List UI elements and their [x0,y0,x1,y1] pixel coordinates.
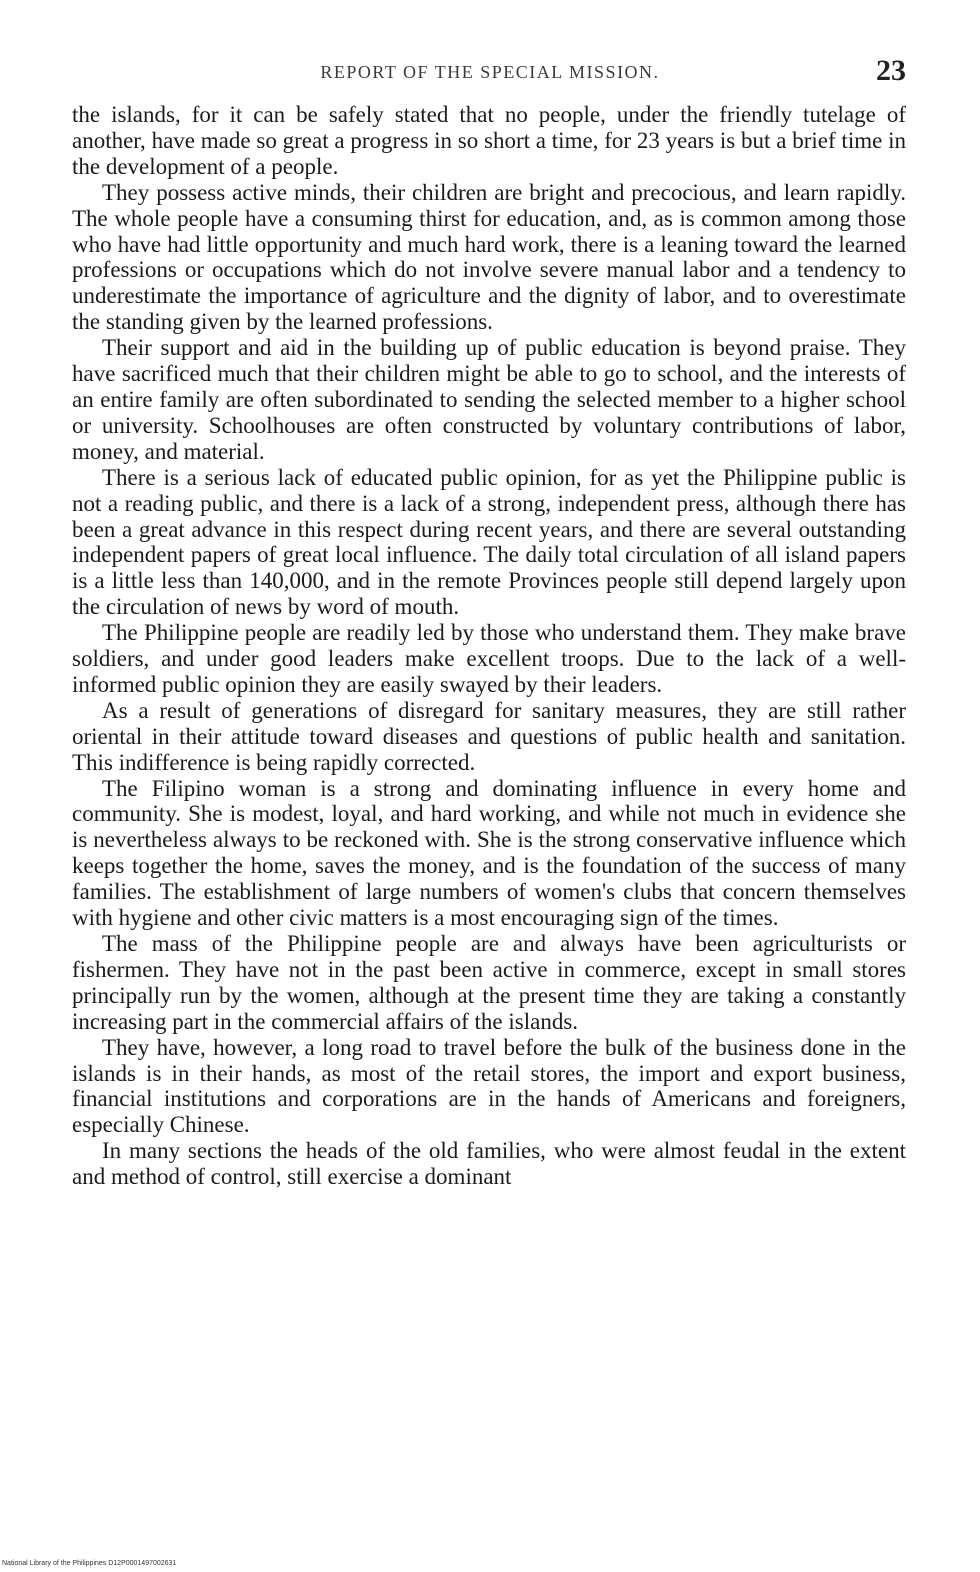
page-number: 23 [876,54,906,87]
paragraph-old-families: In many sections the heads of the old families, who were almost feudal in the extent and method of control, still exercise a dominant [72,1138,906,1190]
paragraph-continuation: the islands, for it can be safely stated that no people, under the friendly tutelage of another, have made so great a progress in so short a time, for 23 years is but a brief time in the development of a people. [72,102,906,179]
body-text [72,102,906,1190]
paragraph-public-opinion: There is a serious lack of educated public opinion, for as yet the Philippine public is not a reading public, and there is a lack of a strong, independent press, although there has been a great advance in this respect during recent years, and there are several outstanding independent papers of great local influence. The daily total circulation of all island papers is a little less than 140,000, and in the remote Provinces people still depend largely upon the circulation of news by word of mouth. [72,464,906,620]
paragraph-active-minds: They possess active minds, their children are bright and precocious, and learn rapidly. The whole people have a consuming thirst for education, and, as is common among those who have had little opportunity and much hard work, there is a leaning toward the learned professions or occupations which do not involve severe manual labor and a tendency to underestimate the importance of agriculture and the dignity of labor, and to overestimate the standing given by the learned professions. [72,179,906,335]
paragraph-agriculturists: The mass of the Philippine people are and always have been agriculturists or fishermen. They have not in the past been active in commerce, except in small stores principally run by the women, although at the present time they are taking a constantly increasing part in the commercial affairs of the islands. [72,931,906,1034]
paragraph-soldiers: The Philippine people are readily led by those who understand them. They make brave soldiers, and under good leaders make excellent troops. Due to the lack of a well-informed public opinion they are easily swayed by their leaders. [72,620,906,697]
paragraph-commerce: They have, however, a long road to travel before the bulk of the business done in the islands is in their hands, as most of the retail stores, the import and export business, financial institutions and corporations are in the hands of Americans and foreigners, especially Chinese. [72,1034,906,1138]
paragraph-sanitation: As a result of generations of disregard for sanitary measures, they are still rather oriental in their attitude toward diseases and questions of public health and sanitation. This indifference is being rapidly corrected. [72,697,906,775]
running-title: REPORT OF THE SPECIAL MISSION. [320,62,660,82]
running-head [74,54,906,90]
library-stamp: National Library of the Philippines D12P0001497002631 [2,1560,177,1567]
paragraph-filipino-woman: The Filipino woman is a strong and dominating influence in every home and community. She is modest, loyal, and hard working, and while not much in evidence she is nevertheless always to be reckoned with. She is the strong conservative influence which keeps together the home, saves the money, and is the foundation of the success of many families. The establishment of large numbers of women's clubs that concern themselves with hygiene and other civic matters is a most encouraging sign of the times. [72,775,906,931]
paragraph-public-education: Their support and aid in the building up of public education is beyond praise. They have sacrificed much that their children might be able to go to school, and the interests of an entire family are often subordinated to sending the selected member to a higher school or university. Schoolhouses are often constructed by voluntary contributions of labor, money, and material. [72,335,906,464]
